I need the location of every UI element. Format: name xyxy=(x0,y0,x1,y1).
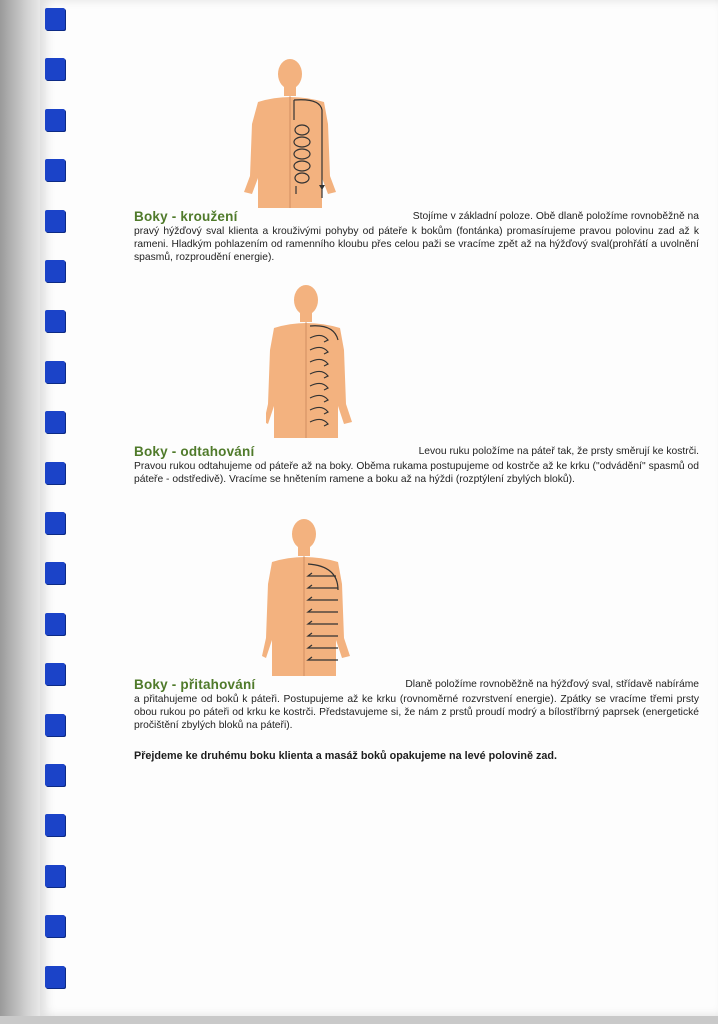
back-pulling-away-figure xyxy=(266,284,360,450)
section-title: Boky - kroužení xyxy=(134,209,238,224)
binding-coil xyxy=(45,159,65,181)
binding-coil xyxy=(45,462,65,484)
binding-coil xyxy=(45,915,65,937)
back-pulling-toward-figure xyxy=(262,518,358,684)
page-bottom-edge xyxy=(0,1016,718,1024)
section-lead-text: Levou ruku položíme na páteř tak, že prsty směrují ke kostrči. xyxy=(418,446,699,457)
section-pulling-away xyxy=(134,446,699,486)
section-lead-text: Dlaně položíme rovnoběžně na hýžďový sval, střídavě nabíráme xyxy=(405,679,699,690)
section-circling xyxy=(134,211,699,265)
binding-coil xyxy=(45,260,65,282)
binding-coil xyxy=(45,310,65,332)
binding-coil xyxy=(45,109,65,131)
back-circling-figure xyxy=(244,58,356,220)
section-lead-row xyxy=(134,679,699,693)
binding-coil xyxy=(45,210,65,232)
binding-coil xyxy=(45,764,65,786)
binding-coil xyxy=(45,512,65,534)
binding-coil xyxy=(45,613,65,635)
binding-coil xyxy=(45,865,65,887)
final-note: Přejdeme ke druhému boku klienta a masáž boků opakujeme na levé polovině zad. xyxy=(134,750,558,762)
document-page xyxy=(40,0,718,1016)
section-body: Pravou rukou odtahujeme od páteře až na boky. Oběma rukama postupujeme od kostrče až ke krku ("odvádění" spasmů od páteře - odstředivě). Vracíme se hnětením ramene a boku až na hýždi (rozptýlení zbylých bloků). xyxy=(134,461,699,486)
section-lead-text: Stojíme v základní poloze. Obě dlaně položíme rovnoběžně na xyxy=(412,211,699,222)
section-lead-row xyxy=(134,446,699,460)
binding-coil xyxy=(45,361,65,383)
section-lead-row xyxy=(134,211,699,225)
spiral-binding xyxy=(45,0,69,1000)
scan-spine-shadow xyxy=(0,0,40,1024)
binding-coil xyxy=(45,562,65,584)
binding-coil xyxy=(45,663,65,685)
binding-coil xyxy=(45,58,65,80)
binding-coil xyxy=(45,714,65,736)
section-title: Boky - přitahování xyxy=(134,677,256,692)
binding-coil xyxy=(45,966,65,988)
binding-coil xyxy=(45,411,65,433)
binding-coil xyxy=(45,8,65,30)
section-body: a přitahujeme od boků k páteři. Postupujeme až ke krku (rovnoměrné rozvrstvení energie). Zpátky se vracíme třemi prsty obou rukou po páteři od krku ke kostrči. Představujeme si, že nám z prstů proudí modrý a bílostříbrný paprsek (energetické pročištění zbylých bloků na páteři). xyxy=(134,694,699,732)
section-body: pravý hýžďový sval klienta a krouživými pohyby od páteře k bokům (fontánka) promasírujeme pravou polovinu zad až k rameni. Hladkým pohlazením od ramenního kloubu přes celou paži se vracíme zpět až na hýžďový sval(prohřátí a uvolnění spasmů, rozproudění energie). xyxy=(134,226,699,264)
section-title: Boky - odtahování xyxy=(134,444,255,459)
binding-coil xyxy=(45,814,65,836)
section-pulling-toward xyxy=(134,679,699,733)
